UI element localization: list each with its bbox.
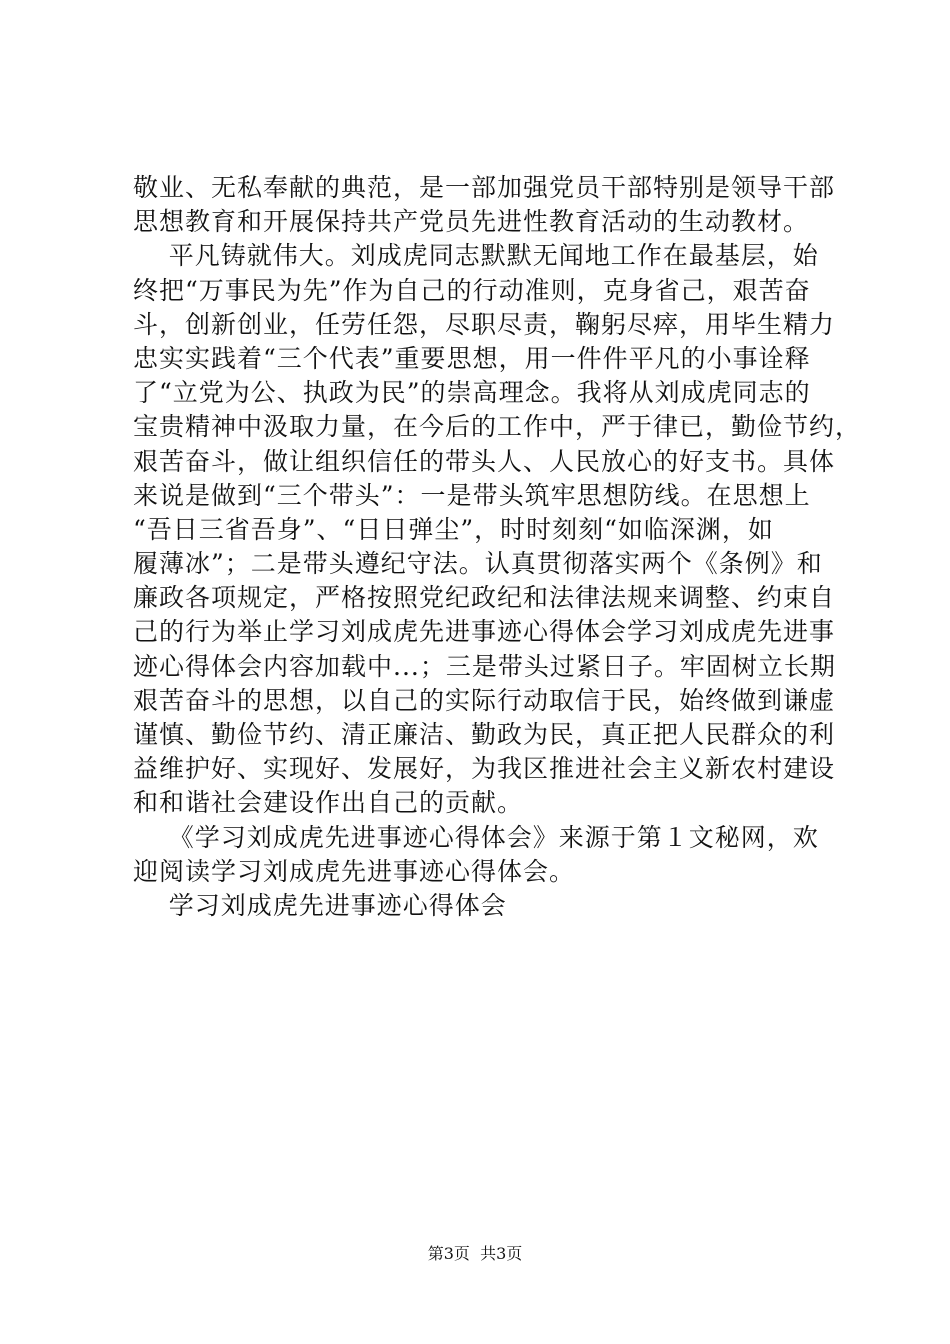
text-line: 思想教育和开展保持共产党员先进性教育活动的生动教材。 [133, 207, 810, 237]
text-line: 敬业、无私奉献的典范，是一部加强党员干部特别是领导干部 [133, 173, 836, 202]
text-line: 来说是做到“三个带头”：一是带头筑牢思想防线。在思想上 [133, 480, 811, 510]
text-line: 忠实实践着“三个代表”重要思想，用一件件平凡的小事诠释 [133, 343, 811, 373]
text-line: 履薄冰”；二是带头遵纪守法。认真贯彻落实两个《条例》和 [133, 549, 823, 579]
text-line: 益维护好、实现好、发展好，为我区推进社会主义新农村建设 [133, 754, 836, 784]
text-line: 斗，创新创业，任劳任怨，尽职尽责，鞠躬尽瘁，用毕生精力 [133, 309, 836, 339]
body-text [133, 171, 862, 923]
page-number-footer: 第3页 共3页 [427, 1244, 523, 1263]
text-line: 终把“万事民为先”作为自己的行动准则，克身省己，艰苦奋 [133, 275, 811, 305]
text-line: 了“立党为公、执政为民”的崇高理念。我将从刘成虎同志的 [133, 378, 811, 408]
text-line: 和和谐社会建设作出自己的贡献。 [133, 788, 524, 818]
text-line: 艰苦奋斗的思想，以自己的实际行动取信于民，始终做到谦虚 [133, 685, 836, 715]
text-line: 迹心得体会内容加载中...；三是带头过紧日子。牢固树立长期 [133, 651, 836, 681]
text-line: 谨慎、勤俭节约、清正廉洁、勤政为民，真正把人民群众的利 [133, 720, 836, 749]
text-line: 己的行为举止学习刘成虎先进事迹心得体会学习刘成虎先进事 [133, 617, 836, 647]
text-line: 宝贵精神中汲取力量，在今后的工作中，严于律已，勤俭节约， [133, 412, 862, 442]
text-line: 平凡铸就伟大。刘成虎同志默默无闻地工作在最基层，始 [133, 241, 819, 271]
text-line: 迎阅读学习刘成虎先进事迹心得体会。 [133, 856, 576, 886]
text-line: “吾日三省吾身”、“日日弹尘”，时时刻刻“如临深渊，如 [133, 514, 774, 544]
text-line: 艰苦奋斗，做让组织信任的带头人、人民放心的好支书。具体 [133, 446, 836, 476]
text-line: 廉政各项规定，严格按照党纪政纪和法律法规来调整、约束自 [133, 583, 836, 613]
text-line: 《学习刘成虎先进事迹心得体会》来源于第１文秘网，欢 [133, 822, 819, 852]
text-line: 学习刘成虎先进事迹心得体会 [133, 890, 507, 920]
